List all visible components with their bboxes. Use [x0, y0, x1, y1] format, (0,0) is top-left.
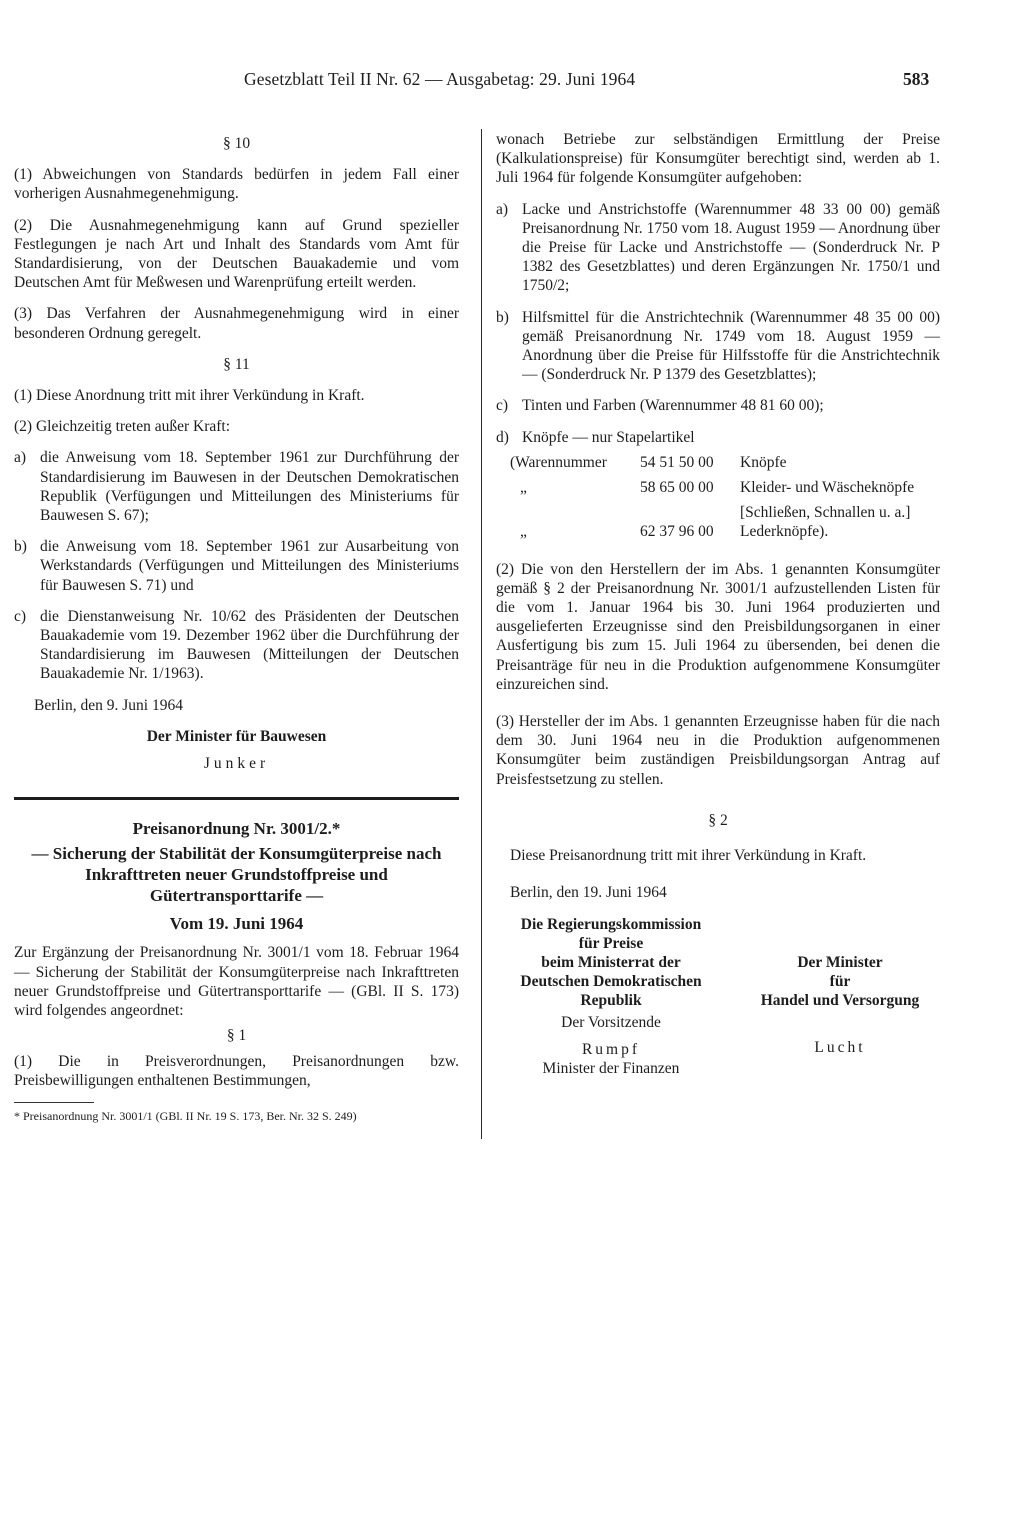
signature-name: Lucht — [814, 1039, 866, 1057]
signature-org: für — [829, 972, 851, 990]
list-label: a) — [496, 200, 509, 218]
section-heading-10: § 10 — [222, 135, 251, 152]
decree-date: Vom 19. Juni 1964 — [169, 914, 304, 934]
list-item — [14, 607, 459, 684]
list-item — [14, 448, 459, 525]
paragraph: (3) Das Verfahren der Ausnahmegenehmigung wird in einer besonderen Ordnung geregelt. — [14, 305, 459, 342]
decree-subtitle: — Sicherung der Stabilität der Konsumgüterpreise nach Inkrafttreten neuer Grundstoffpreise und Gütertransporttarife — — [31, 844, 442, 906]
list-label: c) — [14, 607, 27, 625]
list-text: Hilfsmittel für die Anstrichtechnik (Warennummer 48 35 00 00) gemäß Preisanordnung Nr. 1749 vom 18. August 1959 — Anordnung über die Preise für Hilfsstoffe für die Anstrichtechnik — (Sonderdruck Nr. P 1379 des Gesetzblattes); — [522, 308, 940, 384]
page-header — [0, 70, 1024, 94]
list-item — [14, 537, 459, 595]
paragraph: (2) Die von den Herstellern der im Abs. 1 genannten Konsumgüter gemäß § 2 der Preisanordnung Nr. 3001/1 aufzustellenden Listen für die vom 1. Januar 1964 bis 30. Juni 1964 produzierten und ausgelieferten Erzeugnisse sind den Preisbildungsorganen in einer Ausfertigung bis zum 15. Juli 1964 zu übersenden, bei denen die Preisanträge für neu in die Produktion aufgenommene Konsumgüter einzureichen sind. — [496, 560, 940, 693]
table-cell-desc: [Schließen, Schnallen u. a.] — [740, 504, 911, 522]
paragraph: wonach Betriebe zur selbständigen Ermittlung der Preise (Kalkulationspreise) für Konsumgüter berechtigt sind, werden ab 1. Juli 1964 für folgende Konsumgüter aufgehoben: — [496, 131, 940, 187]
table-cell-prefix: (Warennummer — [510, 453, 607, 471]
list-label: b) — [496, 308, 509, 326]
signature-org: beim Ministerrat der — [541, 953, 681, 971]
table-row — [510, 478, 940, 497]
table-row — [510, 503, 940, 522]
right-column — [496, 130, 940, 1078]
signature-org: Handel und Versorgung — [760, 991, 920, 1009]
table-cell-prefix: „ — [520, 479, 527, 497]
signature-org: Republik — [580, 992, 642, 1010]
list-item — [496, 200, 940, 296]
signature-org: für Preise — [578, 934, 644, 952]
page-number: 583 — [903, 69, 930, 89]
list-label: c) — [496, 397, 509, 415]
table-cell-number: 54 51 50 00 — [640, 453, 714, 471]
table-cell-desc: Lederknöpfe). — [740, 523, 829, 541]
list-item — [496, 428, 940, 447]
list-text: Lacke und Anstrichstoffe (Warennummer 48 33 00 00) gemäß Preisanordnung Nr. 1750 vom 18. August 1959 — Anordnung über die Preise für Lacke und Anstrichstoffe — (Sonderdruck Nr. P 1382 des Gesetzblattes) und deren Ergänzungen Nr. 1750/1 und 1750/2; — [522, 200, 940, 295]
table-cell-prefix — [510, 503, 640, 522]
signature-name: Rumpf — [581, 1040, 641, 1058]
table-cell-desc: Knöpfe — [740, 453, 787, 471]
running-head: Gesetzblatt Teil II Nr. 62 — Ausgabetag: 29. Juni 1964 — [244, 69, 636, 89]
section-heading-1: § 1 — [226, 1027, 247, 1045]
table-cell-desc: Kleider- und Wäscheknöpfe — [740, 479, 915, 497]
list-label: b) — [14, 538, 27, 556]
signature-subtitle: Minister der Finanzen — [542, 1059, 680, 1077]
list-label: d) — [496, 428, 509, 446]
section-heading-2: § 2 — [708, 811, 728, 829]
paragraph: Diese Preisanordnung tritt mit ihrer Verkündung in Kraft. — [510, 847, 867, 865]
list-label: a) — [14, 449, 27, 467]
ware-number-table — [510, 453, 940, 542]
paragraph: (3) Hersteller der im Abs. 1 genannten Erzeugnisse haben für die nach dem 30. Juni 1964 neu in die Produktion aufgenommenen Konsumgüter beim zuständigen Preisbildungsorgan Antrag auf Preisfestsetzung zu stellen. — [496, 713, 940, 788]
paragraph: (1) Abweichungen von Standards bedürfen in jedem Fall einer vorherigen Ausnahmegenehmigung. — [14, 166, 459, 203]
signature-org: Der Minister — [797, 953, 883, 971]
column-divider — [481, 129, 482, 1139]
signature-org: Deutschen Demokratischen — [520, 973, 702, 991]
paragraph: Zur Ergänzung der Preisanordnung Nr. 3001/1 vom 18. Februar 1964 — Sicherung der Stabilität der Konsumgüterpreise nach Inkrafttreten neuer Grundstoffpreise und Gütertransporttarife — (GBl. II S. 173) wird folgendes angeordnet: — [14, 944, 459, 1020]
left-column — [14, 130, 459, 1124]
signature-left — [496, 915, 726, 1079]
list-text: Knöpfe — nur Stapelartikel — [522, 428, 695, 446]
table-cell-number: 62 37 96 00 — [640, 523, 714, 541]
footnote-rule — [14, 1102, 94, 1103]
table-cell-prefix: „ — [520, 523, 527, 541]
signature-role: Der Vorsitzende — [561, 1013, 661, 1031]
section-heading-11: § 11 — [223, 355, 250, 373]
table-row — [510, 453, 940, 472]
paragraph: (2) Die Ausnahmegenehmigung kann auf Grund spezieller Festlegungen je nach Art und Inhalt des Standards vom Amt für Standardisierung, von der Deutschen Bauakademie und vom Deutschen Amt für Meßwesen und Warenprüfung erteilt werden. — [14, 216, 459, 292]
list-text: Tinten und Farben (Warennummer 48 81 60 00); — [522, 397, 824, 415]
horizontal-rule — [14, 797, 459, 800]
paragraph: (1) Diese Anordnung tritt mit ihrer Verkündung in Kraft. — [14, 387, 365, 405]
list-item — [496, 396, 940, 415]
signature-org: Die Regierungskommission — [520, 915, 702, 933]
signatory-name: Junker — [203, 755, 270, 773]
list-item — [496, 308, 940, 385]
place-date: Berlin, den 9. Juni 1964 — [34, 696, 183, 714]
footnote: * Preisanordnung Nr. 3001/1 (GBl. II Nr. 19 S. 173, Ber. Nr. 32 S. 249) — [14, 1108, 357, 1123]
table-cell-number — [640, 503, 740, 522]
table-row — [510, 522, 940, 541]
paragraph: (1) Die in Preisverordnungen, Preisanordnungen bzw. Preisbewilligungen enthaltenen Bestimmungen, — [14, 1052, 459, 1089]
decree-title: Preisanordnung Nr. 3001/2.* — [132, 819, 341, 839]
signatory-title: Der Minister für Bauwesen — [146, 727, 327, 745]
table-cell-number: 58 65 00 00 — [640, 479, 714, 497]
list-text: die Anweisung vom 18. September 1961 zur Ausarbeitung von Werkstandards (Verfügungen und Mitteilungen des Ministeriums für Bauwesen S. 71) und — [40, 538, 459, 594]
list-text: die Anweisung vom 18. September 1961 zur Durchführung der Standardisierung im Bauwesen in der Deutschen Demokratischen Republik (Verfügungen und Mitteilungen des Ministeriums für Bauwesen S. 67); — [40, 449, 459, 525]
signature-block — [496, 915, 940, 1079]
list-text: die Dienstanweisung Nr. 10/62 des Präsidenten der Deutschen Bauakademie vom 19. Dezember 1962 über die Durchführung der Standardisierung im Bauwesen (Mitteilungen der Deutschen Bauakademie Nr. 1/1963). — [40, 607, 459, 683]
place-date: Berlin, den 19. Juni 1964 — [510, 884, 667, 902]
paragraph: (2) Gleichzeitig treten außer Kraft: — [14, 418, 231, 436]
signature-right — [740, 915, 940, 1079]
